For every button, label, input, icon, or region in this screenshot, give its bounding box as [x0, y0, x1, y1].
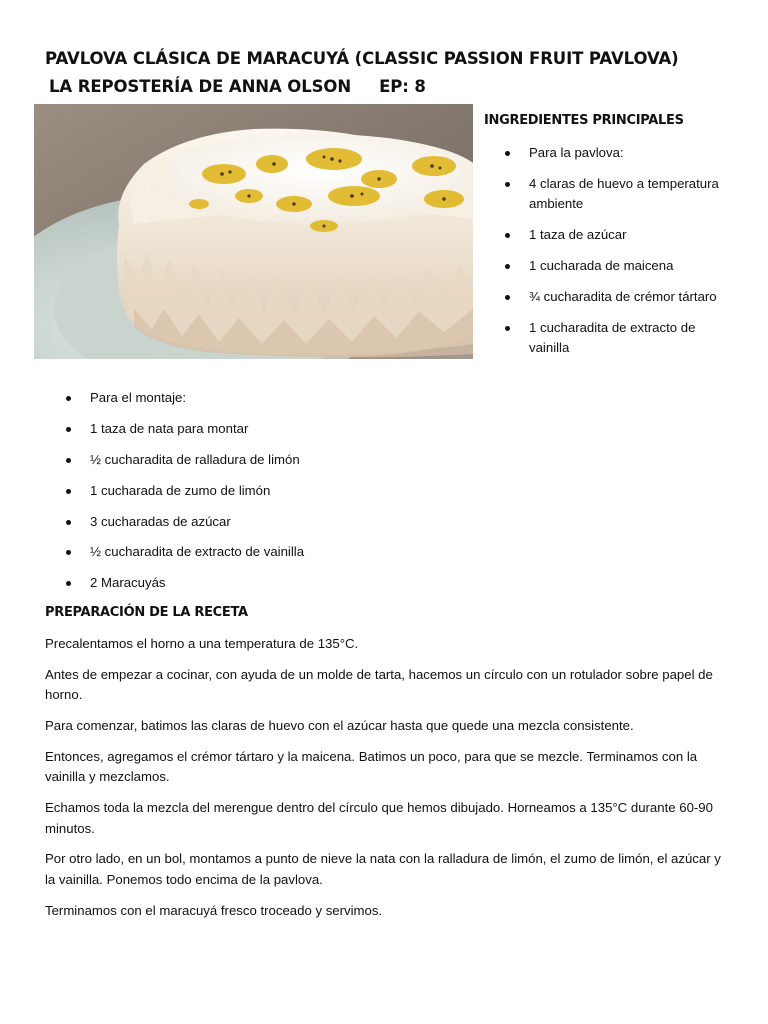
- bullet-icon: [66, 520, 71, 525]
- preparation-heading: PREPARACIÓN DE LA RECETA: [45, 605, 248, 620]
- list-item: 4 claras de huevo a temperatura ambiente: [505, 174, 720, 215]
- list-item: 1 cucharada de maicena: [505, 256, 720, 277]
- recipe-subtitle: [49, 77, 426, 96]
- list-item: ½ cucharadita de extracto de vainilla: [66, 542, 486, 563]
- episode-number: EP: 8: [379, 77, 426, 96]
- preparation-step: Entonces, agregamos el crémor tártaro y la maicena. Batimos un poco, para que se mezcle. Terminamos con la vainilla y mezclamos.: [45, 748, 698, 785]
- preparation-step: Para comenzar, batimos las claras de huevo con el azúcar hasta que quede una mezcla consistente.: [45, 718, 634, 734]
- preparation-step: Precalentamos el horno a una temperatura de 135°C.: [45, 636, 359, 651]
- preparation-step: Por otro lado, en un bol, montamos a punto de nieve la nata con la ralladura de limón, el zumo de limón, el azúcar y la vainilla. Ponemos todo encima de la pavlova.: [45, 851, 721, 887]
- preparation-steps: [45, 634, 725, 932]
- bullet-icon: [505, 233, 510, 238]
- show-name: LA REPOSTERÍA DE ANNA OLSON: [49, 77, 352, 96]
- bullet-icon: [66, 427, 71, 432]
- bullet-icon: [66, 581, 71, 586]
- bullet-icon: [66, 489, 71, 494]
- preparation-step: Terminamos con el maracuyá fresco troceado y servimos.: [45, 902, 383, 918]
- bullet-icon: [66, 550, 71, 555]
- list-item: 1 cucharadita de extracto de vainilla: [505, 318, 720, 359]
- bullet-icon: [505, 264, 510, 269]
- preparation-step: Echamos toda la mezcla del merengue dentro del círculo que hemos dibujado. Horneamos a 135°C durante 60-90 minutos.: [45, 800, 713, 836]
- list-item: ½ cucharadita de ralladura de limón: [66, 450, 486, 471]
- list-item: 1 taza de azúcar: [505, 225, 720, 246]
- list-item: ¾ cucharadita de crémor tártaro: [505, 287, 720, 308]
- cream-top-shape: [154, 134, 473, 224]
- montaje-ingredients-list: [66, 388, 486, 604]
- list-item: 1 cucharada de zumo de limón: [66, 481, 486, 502]
- bullet-icon: [66, 396, 71, 401]
- list-item: 2 Maracuyás: [66, 573, 486, 594]
- pavlova-ingredients-list: [505, 143, 720, 369]
- preparation-step: Antes de empezar a cocinar, con ayuda de un molde de tarta, hacemos un círculo con un rotulador sobre papel de horno.: [45, 666, 713, 703]
- list-item: Para la pavlova:: [505, 143, 720, 164]
- list-item: 1 taza de nata para montar: [66, 419, 486, 440]
- bullet-icon: [505, 182, 510, 187]
- list-item: Para el montaje:: [66, 388, 486, 409]
- bullet-icon: [505, 151, 510, 156]
- bullet-icon: [505, 295, 510, 300]
- list-item: 3 cucharadas de azúcar: [66, 512, 486, 533]
- recipe-title: PAVLOVA CLÁSICA DE MARACUYÁ (CLASSIC PASSION FRUIT PAVLOVA): [45, 49, 679, 68]
- bullet-icon: [505, 326, 510, 331]
- ingredients-heading: INGREDIENTES PRINCIPALES: [484, 113, 684, 128]
- bullet-icon: [66, 458, 71, 463]
- pavlova-photo-icon: [34, 104, 473, 359]
